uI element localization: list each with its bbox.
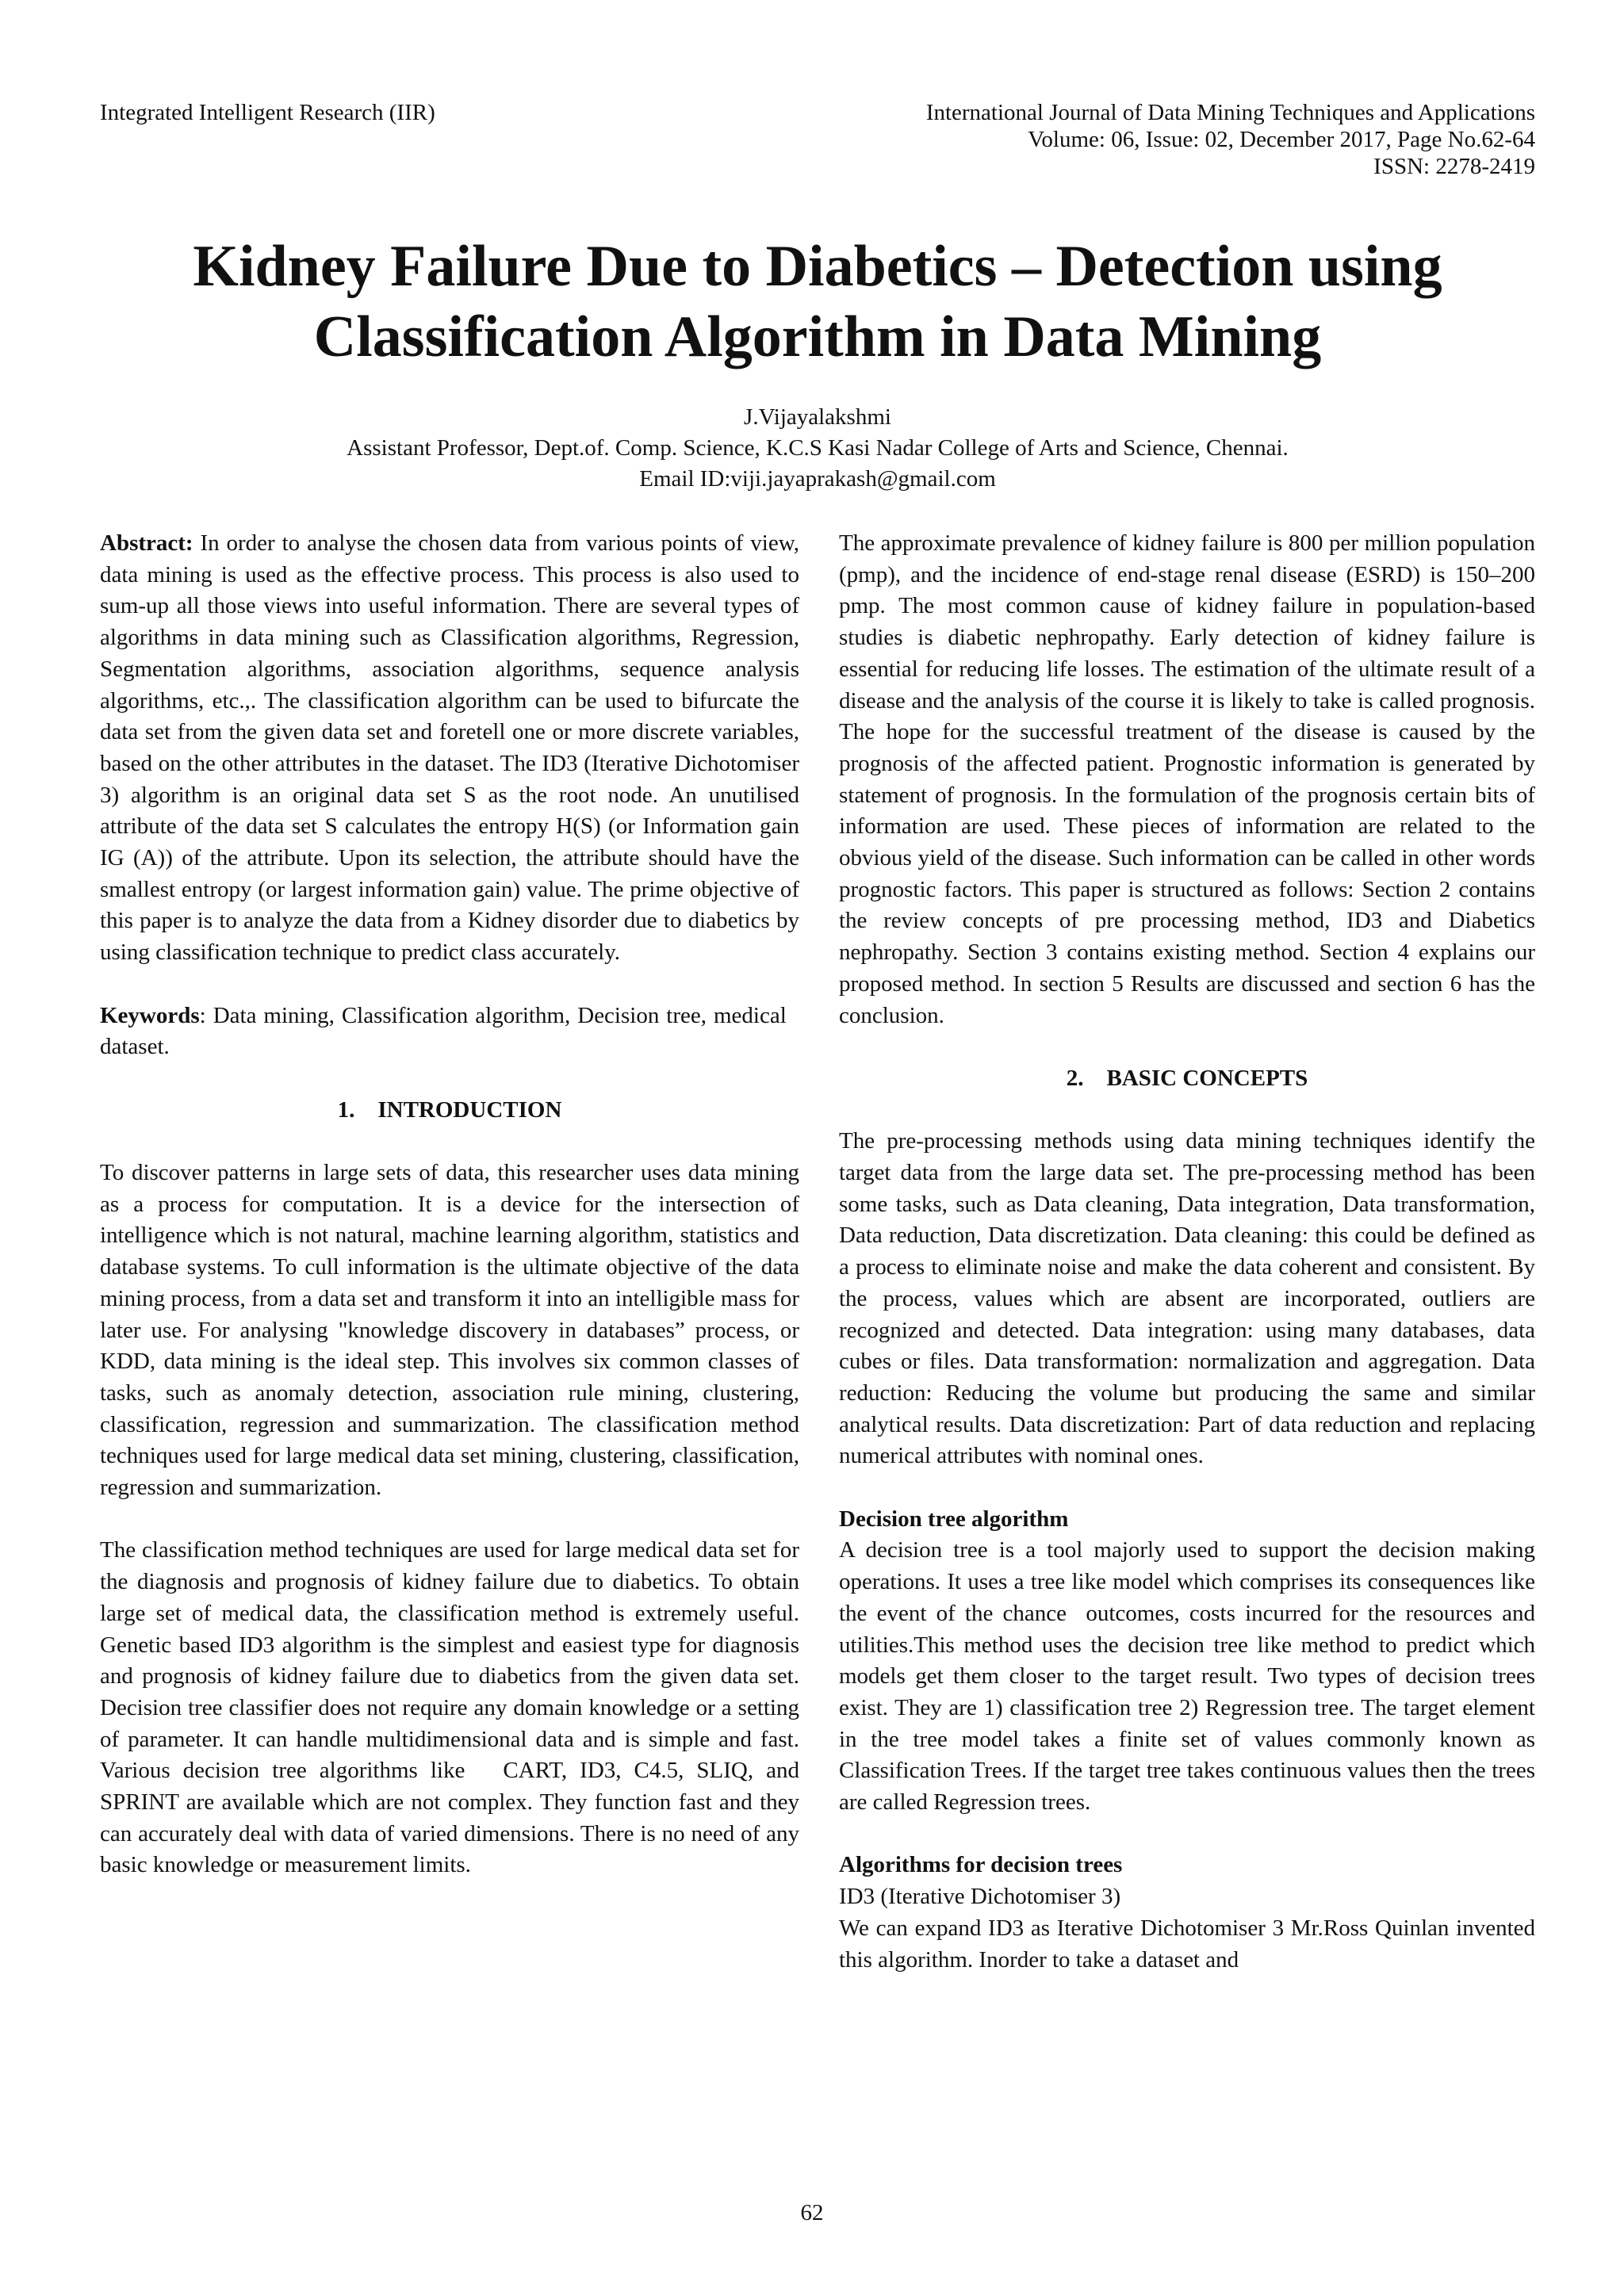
journal-publisher: Integrated Intelligent Research (IIR): [100, 100, 435, 125]
author-email: Email ID:viji.jayaprakash@gmail.com: [639, 466, 996, 492]
abstract: [100, 528, 799, 969]
id3-paragraph: We can expand ID3 as Iterative Dichotomiser 3 Mr.Ross Quinlan invented this algorithm. Inorder to take a dataset and: [839, 1915, 1535, 1973]
intro-paragraph-2: The classification method techniques are used for large medical data set for the diagnosis and prognosis of kidney failure due to diabetics. To obtain large set of medical data, the classification method is extremely useful. Genetic based ID3 algorithm is the simplest and easiest type for diagnosis and prognosis of kidney failure due to diabetics from the given data set. Decision tree classifier does not require any domain knowledge or a setting of parameter. It can handle multidimensional data and is simple and fast. Various decision tree algorithms like CART, ID3, C4.5, SLIQ, and SPRINT are available which are not complex. They function fast and they can accurately deal with data of varied dimensions. There is no need of any basic knowledge or measurement limits.: [100, 1537, 799, 1878]
abstract-label: Abstract:: [100, 530, 193, 556]
journal-name: International Journal of Data Mining Techniques and Applications: [925, 100, 1535, 125]
author-block: [100, 402, 1535, 495]
title-line-1: Kidney Failure Due to Diabetics – Detection using: [193, 234, 1442, 299]
journal-info: [926, 99, 1535, 180]
keywords-label: Keywords: [100, 1002, 200, 1028]
title-line-2: Classification Algorithm in Data Mining: [313, 304, 1322, 369]
id3-line: ID3 (Iterative Dichotomiser 3): [839, 1884, 1121, 1910]
abstract-text: In order to analyse the chosen data from various points of view, data mining is used as the effective process. This process is also used to sum-up all those views into useful information. There are several types of algorithms in data mining such as Classification algorithms, Regression, Segmentation algorithms, association algorithms, sequence analysis algorithms, etc.,. The classification algorithm can be used to bifurcate the data set from the given data set and foretell one or more discrete variables, based on the other attributes in the dataset. The ID3 (Iterative Dichotomiser 3) algorithm is an original data set S as the root node. An unutilised attribute of the data set S calculates the entropy H(S) (or Information gain IG (A)) of the attribute. Upon its selection, the attribute should have the smallest entropy (or largest information gain) value. The prime objective of this paper is to analyze the data from a Kidney disorder due to diabetics by using classification technique to predict class accurately.: [100, 530, 799, 966]
subheading-algorithms: Algorithms for decision trees: [839, 1852, 1123, 1878]
paper-title: [100, 232, 1535, 373]
decision-tree-paragraph: A decision tree is a tool majorly used to support the decision making operations. It uses a tree like model which comprises its consequences like the event of the chance outcomes, costs incurred for the resources and utilities.This method uses the decision tree like method to predict which models get them closer to the target result. Two types of decision trees exist. They are 1) classification tree 2) Regression tree. The target element in the tree model takes a finite set of values commonly known as Classification Trees. If the target tree takes continuous values then the trees are called Regression trees.: [839, 1537, 1535, 1816]
author-name: J.Vijayalakshmi: [744, 404, 891, 430]
prevalence-paragraph: The approximate prevalence of kidney failure is 800 per million population (pmp), and the incidence of end-stage renal disease (ESRD) is 150–200 pmp. The most common cause of kidney failure in population-based studies is diabetic nephropathy. Early detection of kidney failure is essential for reducing life losses. The estimation of the ultimate result of a disease and the analysis of the course it is likely to take is called prognosis. The hope for the successful treatment of the disease is caused by the prognosis of the affected patient. Prognostic information is generated by statement of prognosis. In the formulation of the prognosis certain bits of information are used. These pieces of information are related to the obvious yield of the disease. Such information can be called in other words prognostic factors. This paper is structured as follows: Section 2 contains the review concepts of pre processing method, ID3 and Diabetics nephropathy. Section 3 contains existing method. Section 4 explains our proposed method. In section 5 Results are discussed and section 6 has the conclusion.: [839, 530, 1535, 1028]
section-heading-introduction: 1. INTRODUCTION: [337, 1096, 562, 1123]
author-affiliation: Assistant Professor, Dept.of. Comp. Science, K.C.S Kasi Nadar College of Arts and Science, Chennai.: [347, 435, 1289, 461]
keywords: [100, 1001, 799, 1063]
page-number: 62: [800, 2200, 824, 2225]
subheading-decision-tree: Decision tree algorithm: [839, 1506, 1069, 1532]
keywords-text: : Data mining, Classification algorithm, Decision tree, medical dataset.: [100, 1002, 799, 1060]
journal-issn: ISSN: 2278-2419: [1373, 154, 1535, 179]
preprocessing-paragraph: The pre-processing methods using data mining techniques identify the target data from the large data set. The pre-processing method has been some tasks, such as Data cleaning, Data integration, Data transformation, Data reduction, Data discretization. Data cleaning: this could be defined as a process to eliminate noise and make the data coherent and consistent. By the process, values which are absent are incorporated, outliers are recognized and detected. Data integration: using many databases, data cubes or files. Data transformation: normalization and aggregation. Data reduction: Reducing the volume but producing the same and similar analytical results. Data discretization: Part of data reduction and replacing numerical attributes with nominal ones.: [839, 1128, 1535, 1469]
right-column: [839, 528, 1535, 1976]
journal-volume: Volume: 06, Issue: 02, December 2017, Page No.62-64: [1028, 127, 1535, 152]
section-heading-basic-concepts: 2. BASIC CONCEPTS: [1066, 1065, 1308, 1091]
intro-paragraph-1: To discover patterns in large sets of data, this researcher uses data mining as a process for computation. It is a device for the intersection of intelligence which is not natural, machine learning algorithm, statistics and database systems. To cull information is the ultimate objective of the data mining process, from a data set and transform it into an intelligible mass for later use. For analysing "knowledge discovery in databases” process, or KDD, data mining is the ideal step. This involves six common classes of tasks, such as anomaly detection, association rule mining, clustering, classification, regression and summarization. The classification method techniques used for large medical data set mining, clustering, classification, regression and summarization.: [100, 1160, 799, 1501]
left-column: [100, 528, 799, 1881]
